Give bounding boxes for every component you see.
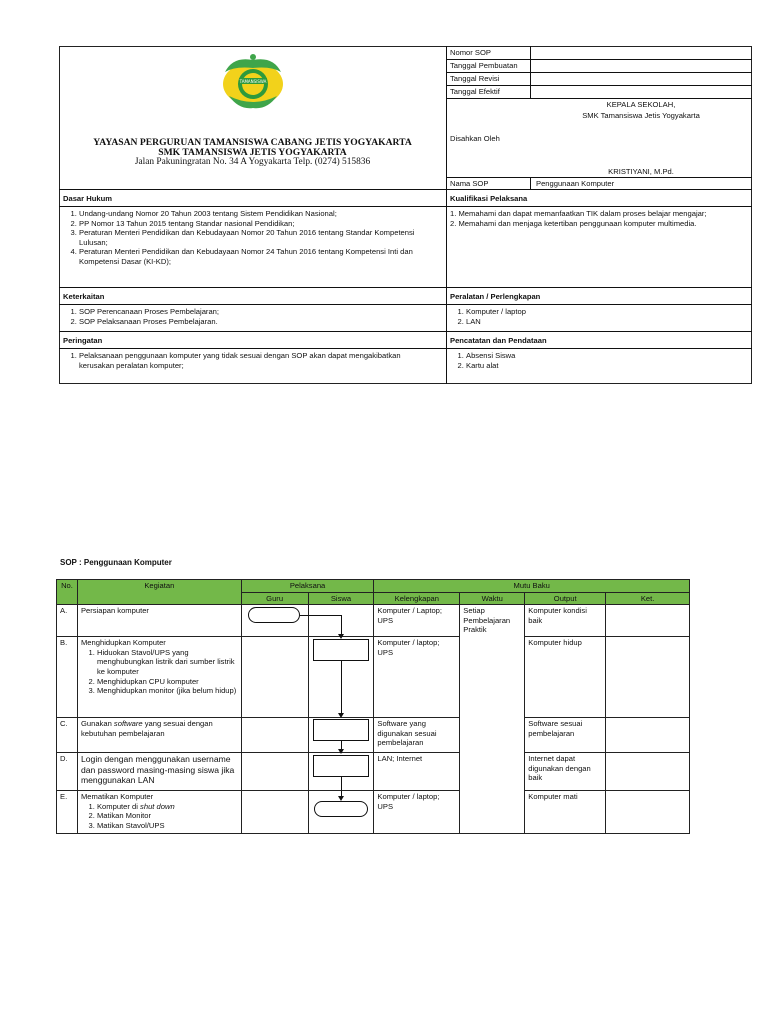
dasar-hukum-list <box>63 209 443 267</box>
tanggal-pembuatan-label: Tanggal Pembuatan <box>450 61 518 70</box>
list-item: 2. LAN <box>466 317 750 327</box>
header-kelengkapan: Kelengkapan <box>374 592 460 605</box>
peralatan-list <box>450 307 750 326</box>
kualifikasi-list <box>450 209 750 228</box>
kepala-title: KEPALA SEKOLAH, <box>606 100 676 109</box>
list-item: 1. Komputer / laptop <box>466 307 750 317</box>
nama-sop-label: Nama SOP <box>450 179 489 188</box>
list-item: 2. Memahami dan menjaga ketertiban penggunaan komputer multimedia. <box>450 218 697 228</box>
pencatatan-list <box>450 351 750 370</box>
school-logo <box>219 52 287 112</box>
waktu-cell: Setiap Pembelajaran Praktik <box>460 605 525 834</box>
org-name: YAYASAN PERGURUAN TAMANSISWA CABANG JETIS YOGYAKARTA <box>93 137 412 148</box>
school-address: Jalan Pakuningratan No. 34 A Yogyakarta Telp. (0274) 515836 <box>134 157 371 167</box>
table-row: B. Menghidupkan Komputer 1. Hiduokan Stavol/UPS yang menghubungkan listrik dari sumber listrik ke komputer 2. Menghidupkan CPU komputer 3. Menghidupkan monitor (jika belum hidup) Komputer / laptop; UPS Komputer hidup <box>57 637 690 718</box>
kepala-name: KRISTIYANI, M.Pd. <box>608 167 674 176</box>
list-item: 2. Menghidupkan CPU komputer <box>97 677 238 687</box>
school-header <box>59 46 446 189</box>
list-item: 2. Kartu alat <box>466 361 750 371</box>
nomor-sop-label: Nomor SOP <box>450 48 491 57</box>
flow-process-box <box>313 639 369 661</box>
peringatan-title: Peringatan <box>63 336 103 345</box>
header-waktu: Waktu <box>460 592 525 605</box>
header-kegiatan: Kegiatan <box>77 580 241 605</box>
table-row: C. Gunakan software yang sesuai dengan kebutuhan pembelajaran Software yang digunakan sesuai pembelajaran Software sesuai pembelajaran <box>57 718 690 753</box>
header-siswa: Siswa <box>308 592 374 605</box>
table-row: D. Login dengan menggunakan username dan password masing-masing siswa jika menggunakan LAN LAN; Internet Internet dapat digunakan dengan baik <box>57 753 690 791</box>
flow-process-box <box>313 755 369 777</box>
list-item: 1. Absensi Siswa <box>466 351 750 361</box>
list-item: 1. Hiduokan Stavol/UPS yang menghubungkan listrik dari sumber listrik ke komputer <box>97 648 238 677</box>
svg-text:TAMANSISWA: TAMANSISWA <box>239 79 267 84</box>
list-item: 1. Undang-undang Nomor 20 Tahun 2003 tentang Sistem Pendidikan Nasional; <box>79 209 443 219</box>
disahkan-label: Disahkan Oleh <box>450 134 500 143</box>
list-item: 2. PP Nomor 13 Tahun 2015 tentang Standar nasional Pendidikan; <box>79 219 443 229</box>
tanggal-revisi-label: Tanggal Revisi <box>450 74 500 83</box>
header-no: No. <box>57 580 78 605</box>
list-item: 1. Komputer di shut down <box>97 802 238 812</box>
list-item: 2. Matikan Monitor <box>97 811 238 821</box>
table-row: A. Persiapan komputer Komputer / Laptop; UPS Setiap Pembelajaran Praktik Komputer kondisi baik <box>57 605 690 637</box>
list-item: 1. Memahami dan dapat memanfaatkan TIK dalam proses belajar mengajar; <box>450 209 707 218</box>
list-item: 2. SOP Pelaksanaan Proses Pembelajaran. <box>79 317 443 327</box>
header-pelaksana: Pelaksana <box>241 580 374 593</box>
keterkaitan-title: Keterkaitan <box>63 292 105 301</box>
header-output: Output <box>525 592 606 605</box>
flow-end-terminator <box>314 801 368 817</box>
peralatan-title: Peralatan / Perlengkapan <box>450 292 541 301</box>
flow-start-terminator <box>248 607 300 623</box>
peringatan-list <box>63 351 435 370</box>
list-item: 4. Peraturan Menteri Pendidikan dan Kebudayaan Nomor 24 Tahun 2016 tentang Kompetensi Inti dan Kompetensi Dasar (KI-KD); <box>79 247 443 266</box>
header-guru: Guru <box>241 592 308 605</box>
nama-sop-value: Penggunaan Komputer <box>536 179 615 188</box>
flow-process-box <box>313 719 369 741</box>
header-mutu-baku: Mutu Baku <box>374 580 690 593</box>
school-name: SMK TAMANSISWA JETIS YOGYAKARTA <box>158 147 347 158</box>
list-item: 1. Pelaksanaan penggunaan komputer yang tidak sesuai dengan SOP akan dapat mengakibatkan kerusakan peralatan komputer; <box>79 351 435 370</box>
sop-flow-table <box>56 579 690 834</box>
list-item: 3. Matikan Stavol/UPS <box>97 821 238 831</box>
dasar-hukum-title: Dasar Hukum <box>63 194 112 203</box>
list-item: 1. SOP Perencanaan Proses Pembelajaran; <box>79 307 443 317</box>
header-ket: Ket. <box>606 592 690 605</box>
list-item: 3. Peraturan Menteri Pendidikan dan Kebudayaan Nomor 20 Tahun 2016 tentang Standar Kompetensi Lulusan; <box>79 228 443 247</box>
table-row: E. Mematikan Komputer 1. Komputer di shut down 2. Matikan Monitor 3. Matikan Stavol/UPS Komputer / laptop; UPS Komputer mati <box>57 791 690 834</box>
tanggal-efektif-label: Tanggal Efektif <box>450 87 500 96</box>
kepala-school: SMK Tamansiswa Jetis Yogyakarta <box>582 111 700 120</box>
keterkaitan-list <box>63 307 443 326</box>
kualifikasi-title: Kualifikasi Pelaksana <box>450 194 528 203</box>
sop-title: SOP : Penggunaan Komputer <box>60 558 172 567</box>
list-item: 3. Menghidupkan monitor (jika belum hidup) <box>97 686 238 696</box>
pencatatan-title: Pencatatan dan Pendataan <box>450 336 547 345</box>
